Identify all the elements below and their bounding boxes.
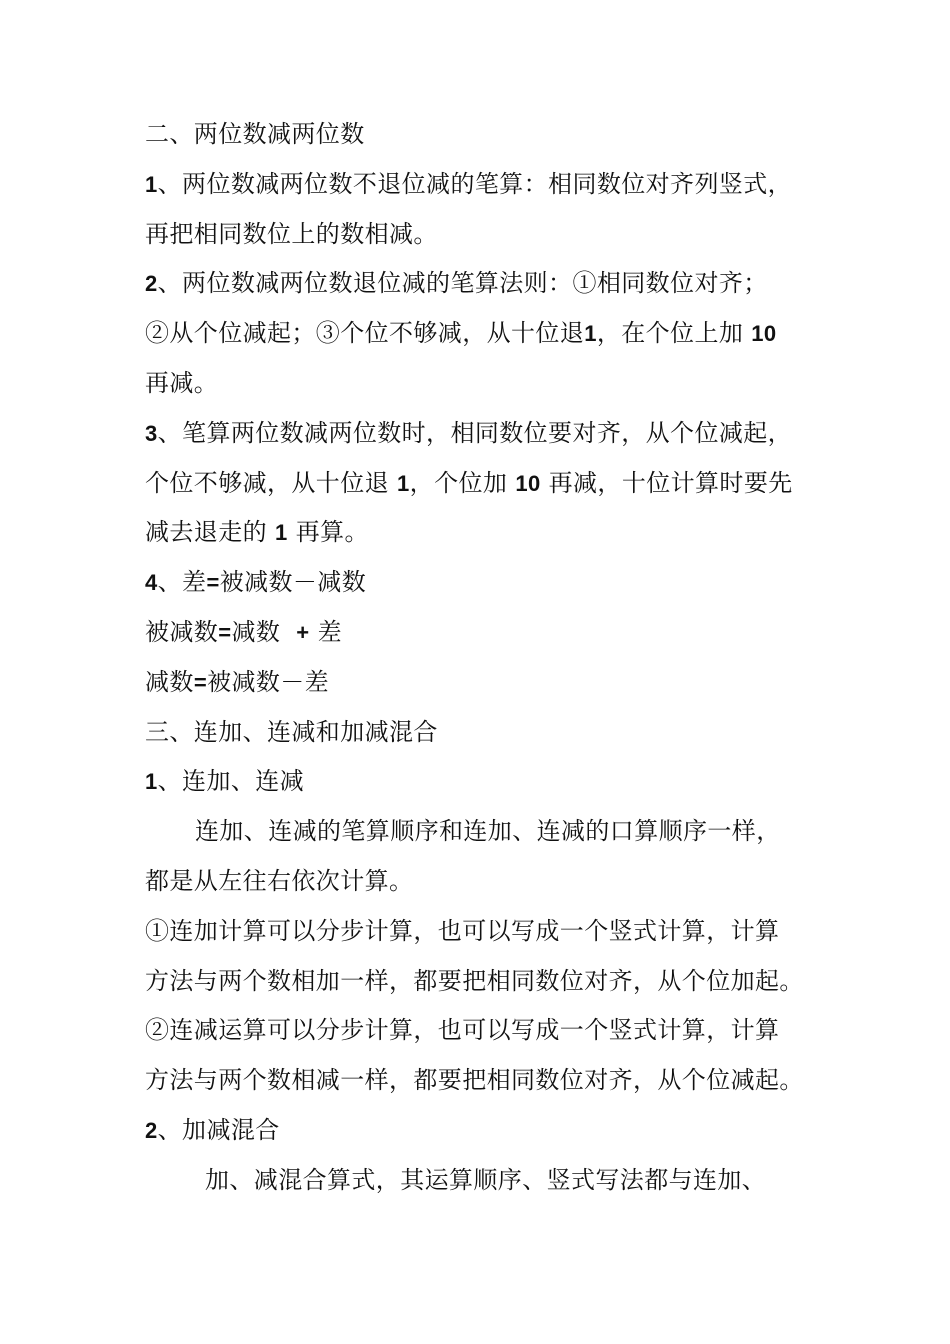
paragraph-continuous-line-1: 连加、连减的笔算顺序和连加、连减的口算顺序一样， <box>195 817 781 846</box>
document-body <box>145 110 813 1206</box>
paragraph-subtraction-line-1: ②连减运算可以分步计算，也可以写成一个竖式计算，计算 <box>145 1016 780 1045</box>
paragraph-mixed-line-1: 加、减混合算式，其运算顺序、竖式写法都与连加、 <box>205 1165 767 1194</box>
paragraph-2-line-1: 2、两位数减两位数退位减的笔算法则：①相同数位对齐； <box>145 269 768 298</box>
paragraph-3-line-3: 减去退走的 1 再算。 <box>145 518 369 547</box>
section-heading-mixed: 三、连加、连减和加减混合 <box>145 717 438 746</box>
section-heading-subtraction: 二、两位数减两位数 <box>145 120 365 148</box>
paragraph-1-line-1: 1、两位数减两位数不退位减的笔算：相同数位对齐列竖式， <box>145 169 793 198</box>
paragraph-3-line-1: 3、笔算两位数减两位数时，相同数位要对齐，从个位减起， <box>145 418 793 447</box>
subheading-mixed: 2、加减混合 <box>145 1115 280 1144</box>
paragraph-subtraction-line-2: 方法与两个数相减一样，都要把相同数位对齐，从个位减起。 <box>145 1066 804 1095</box>
subheading-continuous: 1、连加、连减 <box>145 767 305 796</box>
paragraph-1-line-2: 再把相同数位上的数相减。 <box>145 219 438 248</box>
paragraph-addition-line-2: 方法与两个数相加一样，都要把相同数位对齐，从个位加起。 <box>145 966 804 995</box>
formula-minuend: 被减数=减数 + 差 <box>145 617 342 646</box>
formula-difference: 4、差=被减数－减数 <box>145 568 367 597</box>
paragraph-3-line-2: 个位不够减，从十位退 1，个位加 10 再减，十位计算时要先 <box>145 468 793 497</box>
paragraph-continuous-line-2: 都是从左往右依次计算。 <box>145 866 414 895</box>
paragraph-addition-line-1: ①连加计算可以分步计算，也可以写成一个竖式计算，计算 <box>145 916 780 945</box>
paragraph-2-line-2: ②从个位减起；③个位不够减，从十位退1，在个位上加 10 <box>145 319 777 348</box>
formula-subtrahend: 减数=被减数－差 <box>145 667 330 696</box>
paragraph-2-line-3: 再减。 <box>145 368 219 397</box>
